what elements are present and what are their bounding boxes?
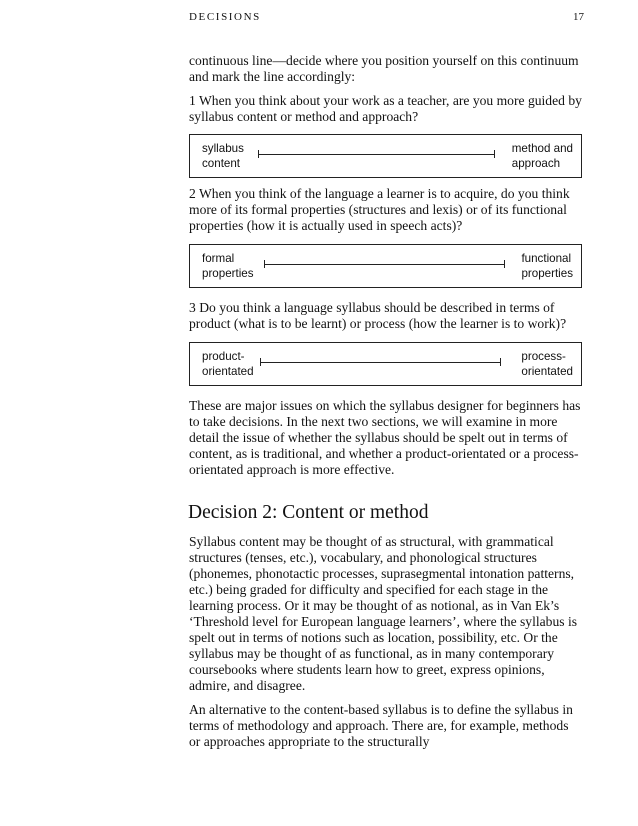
continuum-left-label: formal properties (202, 252, 254, 280)
page-header (189, 11, 584, 23)
running-title: DECISIONS (189, 11, 261, 23)
continuum-line[interactable] (260, 362, 501, 363)
continuum-right-tick (500, 358, 501, 366)
continuum-right-label: method and approach (511, 142, 573, 170)
section-heading: Decision 2: Content or method (188, 502, 429, 523)
continuum-line[interactable] (264, 264, 505, 265)
continuum-box-3 (189, 342, 582, 386)
continuum-left-label: syllabus content (202, 142, 244, 170)
section-paragraph-1: Syllabus content may be thought of as structural, with grammatical structures (tenses, etc.), vocabulary, and phonological structures (phonemes, phonotactic processes, suprasegmental intonation patterns, etc.) being graded for difficulty and specified for each stage in the learning process. Or it may be thought of as notional, as in Van Ek’s ‘Threshold level for European language learners’, where the syllabus is spelt out in terms of notions such as location, possibility, etc. Or the syllabus may be thought of as functional, as in many contemporary coursebooks where students learn how to greet, express opinions, admire, and disagree. (189, 534, 578, 693)
question-1: 1 When you think about your work as a teacher, are you more guided by syllabus content or method and approach? (189, 93, 582, 124)
question-3: 3 Do you think a language syllabus should be described in terms of product (what is to be learnt) or process (how the learner is to work)? (189, 300, 567, 331)
page-body (189, 53, 582, 750)
continuum-box-2 (189, 244, 582, 288)
continuum-box-1 (189, 134, 582, 178)
continuum-right-tick (494, 150, 495, 158)
continuum-right-label: process- orientated (521, 350, 573, 378)
continuum-right-label: functional properties (521, 252, 573, 280)
continuum-right-tick (504, 260, 505, 268)
section-paragraph-2: An alternative to the content-based syllabus is to define the syllabus in terms of methodology and approach. There are, for example, methods or approaches appropriate to the structurally (189, 702, 573, 749)
page-number: 17 (573, 11, 584, 23)
continuum-left-label: product- orientated (202, 350, 254, 378)
question-2: 2 When you think of the language a learner is to acquire, do you think more of its formal properties (structures and lexis) or of its functional properties (how it is actually used in speech acts)? (189, 186, 570, 233)
continuum-line[interactable] (258, 154, 495, 155)
summary-paragraph: These are major issues on which the syllabus designer for beginners has to take decisions. In the next two sections, we will examine in more detail the issue of whether the syllabus should be spelt out in terms of content, as is traditional, and whether a product-orientated or a process-orientated approach is more effective. (189, 398, 581, 477)
intro-paragraph: continuous line—decide where you position yourself on this continuum and mark the line accordingly: (189, 53, 579, 84)
